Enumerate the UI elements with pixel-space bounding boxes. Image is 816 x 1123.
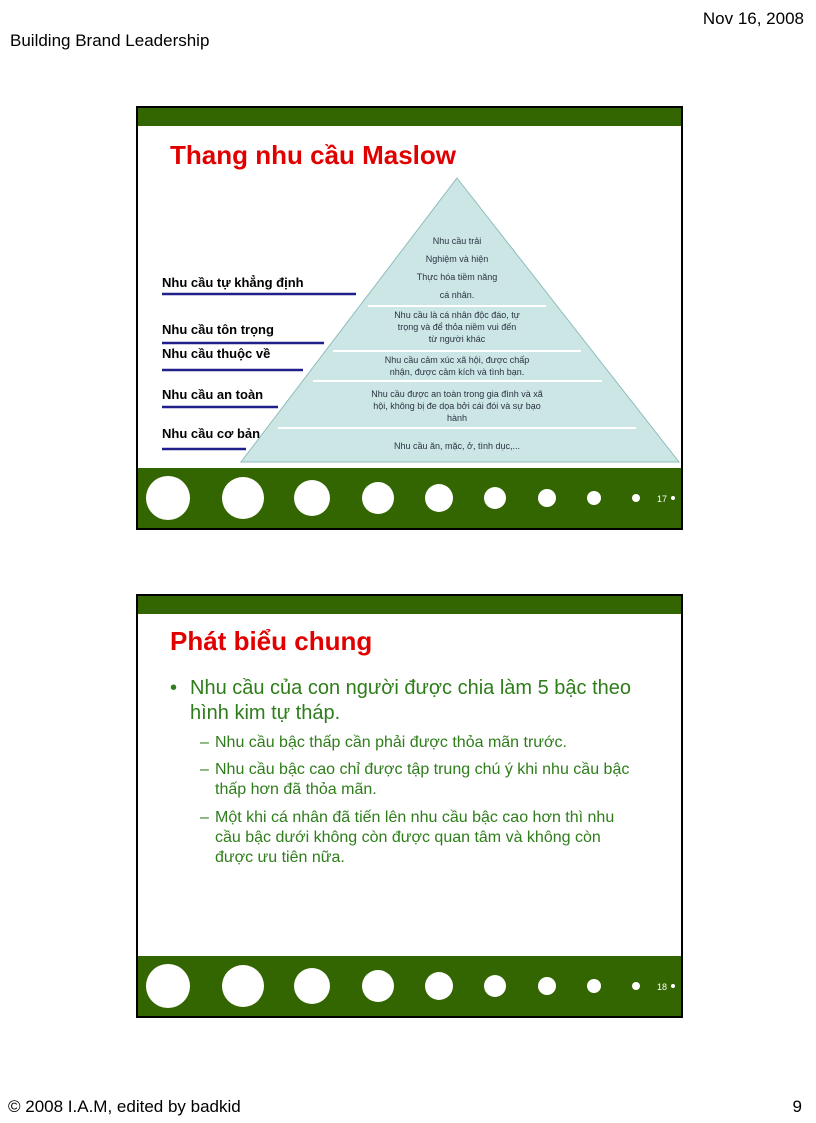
level-label-esteem: Nhu cầu tôn trọng xyxy=(162,322,274,337)
footer-page-number: 9 xyxy=(792,1097,802,1116)
slide-bottom-bar xyxy=(138,468,681,528)
document-title: Building Brand Leadership xyxy=(10,31,210,50)
slide-top-bar xyxy=(138,596,681,614)
document-date: Nov 16, 2008 xyxy=(702,9,804,28)
footer-copyright: © 2008 I.A.M, edited by badkid xyxy=(8,1097,241,1116)
slide-number: 18 xyxy=(656,982,667,992)
level-desc-belonging: Nhu cầu cảm xúc xã hội, được chấp nhận, được cảm kích và tình bạn. xyxy=(384,355,530,377)
level-desc-safety: Nhu cầu được an toàn trong gia đình và xã hội, không bị đe dọa bởi cái đói và sự bạo hành xyxy=(371,389,543,423)
main-bullet: • Nhu cầu của con người được chia làm 5 bậc theo hình kim tự tháp. xyxy=(170,677,632,724)
level-desc-physiological: Nhu cầu ăn, mặc, ở, tình dục,... xyxy=(394,441,520,451)
slide-17 xyxy=(136,106,683,530)
slide-bottom-bar xyxy=(138,956,681,1016)
level-desc-self-actualization: Nhu cầu trải Nghiệm và hiện Thực hóa tiềm năng cá nhân. xyxy=(416,236,498,300)
level-label-self-actualization: Nhu cầu tự khẳng định xyxy=(162,275,304,290)
slide-number: 17 xyxy=(656,494,667,504)
slide-title: Phát biểu chung xyxy=(170,626,373,656)
level-label-physiological: Nhu cầu cơ bản xyxy=(162,426,261,441)
sub-bullet: – Một khi cá nhân đã tiến lên nhu cầu bậc cao hơn thì nhu cầu bậc dưới không còn được quan tâm và không còn được ưu tiên nữa. xyxy=(200,809,615,866)
decorative-circles xyxy=(138,468,681,528)
level-label-belonging: Nhu cầu thuộc về xyxy=(162,346,271,361)
slide-18 xyxy=(136,594,683,1018)
sub-bullet: – Nhu cầu bậc thấp cần phải được thỏa mãn trước. xyxy=(200,734,567,751)
slide-title: Thang nhu cầu Maslow xyxy=(170,140,457,170)
decorative-circles xyxy=(138,956,681,1016)
level-label-safety: Nhu cầu an toàn xyxy=(162,387,264,402)
sub-bullet: – Nhu cầu bậc cao chỉ được tập trung chú ý khi nhu cầu bậc thấp hơn đã thỏa mãn. xyxy=(200,761,630,798)
level-desc-esteem: Nhu cầu là cá nhân độc đáo, tự trọng và để thỏa niềm vui đến từ người khác xyxy=(394,310,520,344)
